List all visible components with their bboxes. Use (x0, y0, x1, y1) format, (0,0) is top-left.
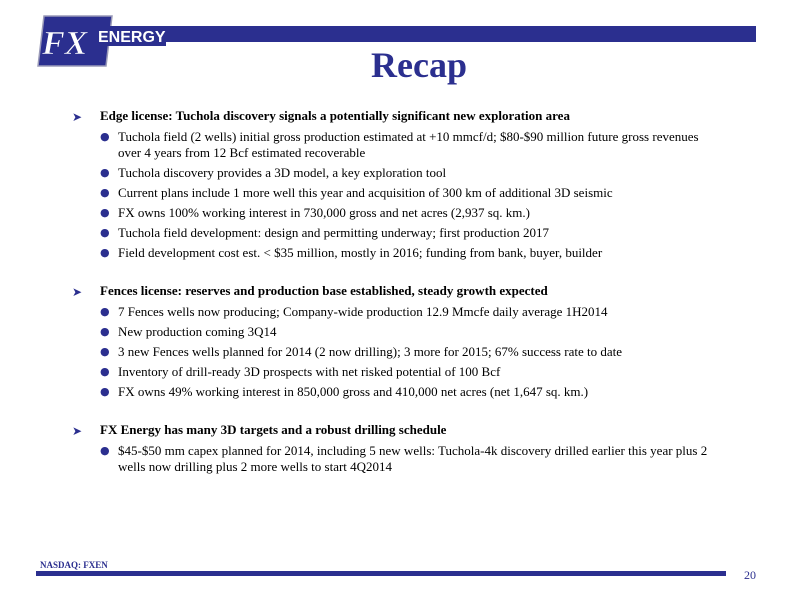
arrow-right-icon: ➤ (72, 110, 83, 124)
svg-text:ENERGY: ENERGY (98, 29, 166, 46)
list-item (72, 384, 722, 400)
bullet-list (72, 129, 722, 261)
list-item-text: FX owns 49% working interest in 850,000 gross and 410,000 net acres (net 1,647 sq. km.) (118, 384, 589, 399)
list-item (72, 344, 722, 360)
section-heading-text: Fences license: reserves and production base established, steady growth expected (100, 283, 548, 298)
list-item (72, 304, 722, 320)
list-item (72, 364, 722, 380)
bullet-dot-icon: ● (100, 365, 110, 378)
bullet-dot-icon: ● (100, 444, 110, 457)
list-item (72, 324, 722, 340)
svg-text:FX: FX (42, 25, 88, 62)
bullet-list (72, 304, 722, 400)
bullet-dot-icon: ● (100, 226, 110, 239)
section-heading-text: FX Energy has many 3D targets and a robust drilling schedule (100, 422, 447, 437)
section-heading (72, 108, 722, 125)
list-item-text: 3 new Fences wells planned for 2014 (2 now drilling); 3 more for 2015; 67% success rate to date (118, 344, 622, 359)
section-fences-license (72, 283, 722, 400)
bullet-list (72, 443, 722, 475)
list-item-text: Field development cost est. < $35 million, mostly in 2016; funding from bank, buyer, builder (118, 245, 603, 260)
bullet-dot-icon: ● (100, 166, 110, 179)
list-item-text: FX owns 100% working interest in 730,000 gross and net acres (2,937 sq. km.) (118, 205, 530, 220)
list-item-text: New production coming 3Q14 (118, 324, 277, 339)
page-title: Recap (371, 45, 467, 85)
list-item-text: Inventory of drill-ready 3D prospects with net risked potential of 100 Bcf (118, 364, 501, 379)
list-item (72, 205, 722, 221)
bullet-dot-icon: ● (100, 305, 110, 318)
bullet-dot-icon: ● (100, 130, 110, 143)
list-item-text: Tuchola field development: design and permitting underway; first production 2017 (118, 225, 549, 240)
list-item (72, 245, 722, 261)
section-edge-license (72, 108, 722, 261)
list-item (72, 443, 722, 475)
section-heading (72, 283, 722, 300)
section-drilling-schedule (72, 422, 722, 475)
list-item-text: Tuchola field (2 wells) initial gross production estimated at +10 mmcf/d; $80-$90 million future gross revenues over 4 years from 12 Bcf estimated recoverable (118, 129, 699, 160)
list-item (72, 185, 722, 201)
list-item-text: 7 Fences wells now producing; Company-wide production 12.9 Mmcfe daily average 1H2014 (118, 304, 608, 319)
list-item (72, 165, 722, 181)
page-number: 20 (744, 568, 756, 582)
bullet-dot-icon: ● (100, 385, 110, 398)
list-item (72, 129, 722, 161)
list-item-text: Tuchola discovery provides a 3D model, a key exploration tool (118, 165, 447, 180)
list-item (72, 225, 722, 241)
bullet-dot-icon: ● (100, 206, 110, 219)
footer-ticker: NASDAQ: FXEN (40, 560, 108, 570)
section-heading-text: Edge license: Tuchola discovery signals a potentially significant new exploration area (100, 108, 570, 123)
arrow-right-icon: ➤ (72, 424, 83, 438)
arrow-right-icon: ➤ (72, 285, 83, 299)
recap-content (72, 108, 722, 497)
list-item-text: $45-$50 mm capex planned for 2014, including 5 new wells: Tuchola-4k discovery drilled earlier this year plus 2 wells now drilling plus 2 more wells to start 4Q2014 (118, 443, 708, 474)
bullet-dot-icon: ● (100, 325, 110, 338)
header-bar (150, 26, 756, 42)
section-heading (72, 422, 722, 439)
bullet-dot-icon: ● (100, 246, 110, 259)
list-item-text: Current plans include 1 more well this year and acquisition of 300 km of additional 3D seismic (118, 185, 613, 200)
bullet-dot-icon: ● (100, 345, 110, 358)
footer-bar (36, 571, 726, 576)
bullet-dot-icon: ● (100, 186, 110, 199)
